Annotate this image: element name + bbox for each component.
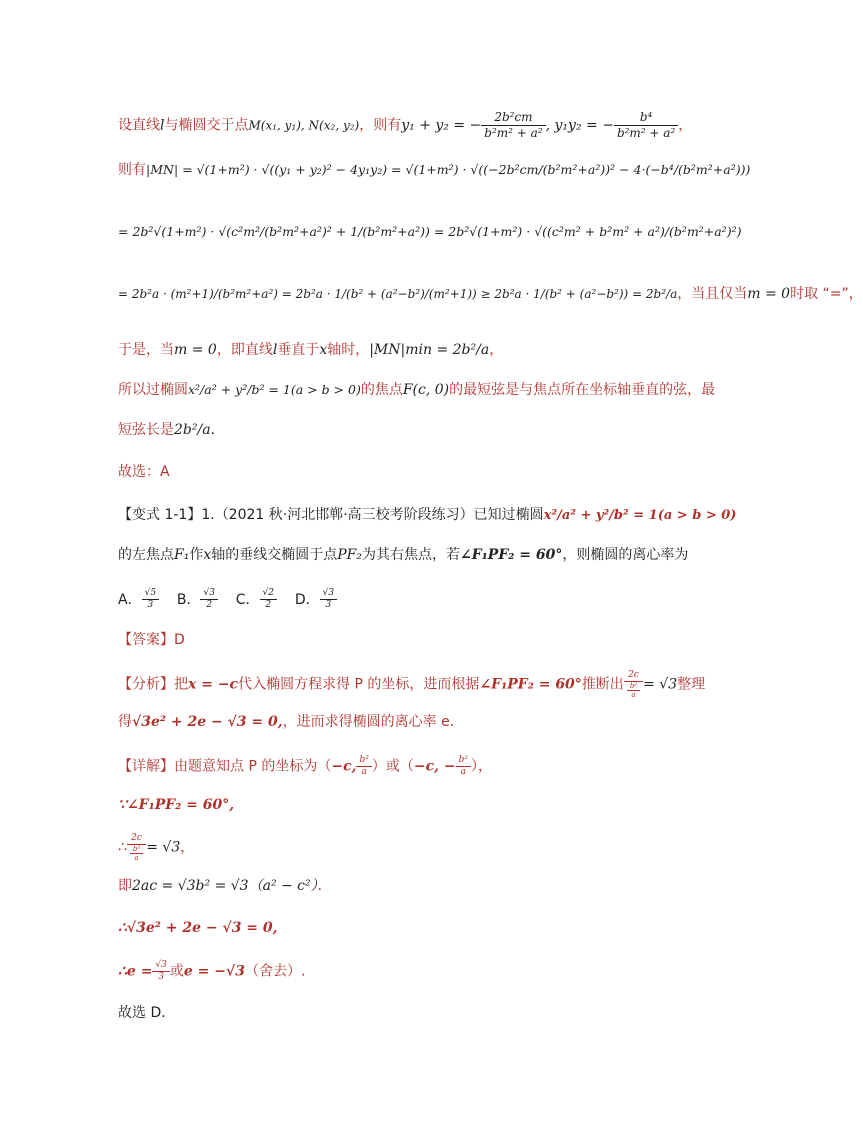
math-paren: （a² − c²） [248, 878, 318, 894]
text: ）， [470, 758, 492, 775]
math-coord: −c, − [413, 758, 456, 775]
math-eq: 2ac = √3b² = √3 [132, 878, 249, 894]
option-b: B． $\frac{√3}{2}$ [177, 592, 218, 608]
text: 则有 [118, 162, 146, 178]
text: 推断出 [581, 676, 624, 693]
math-coord: −c, [331, 758, 357, 775]
math-prod: , y₁y₂ = − [545, 117, 614, 134]
answer-value: D [174, 632, 185, 648]
math-result: |MN|min = 2b²/a [369, 342, 490, 358]
math-step: ∴e = [118, 963, 153, 980]
text: 得 [118, 714, 132, 730]
text: ）或（ [371, 758, 414, 775]
math-l: l [272, 342, 278, 358]
text: ，则有 [359, 117, 402, 134]
analysis-label: 【分析】 [118, 676, 174, 693]
text: 短弦长是 [118, 422, 174, 438]
text: 故选：A [118, 464, 170, 480]
math-ellipse: x²/a² + y²/b² = 1(a > b > 0) [188, 382, 361, 397]
detail-final [118, 1003, 175, 1023]
text: 的最短弦是与焦点所在坐标轴垂直的弦，最 [449, 382, 716, 398]
variant-body [118, 545, 688, 565]
text: 与椭圆交于点 [164, 117, 249, 134]
text: 代入椭圆方程求得 P 的坐标，进而根据 [238, 676, 480, 693]
math-f1: F₁ [174, 547, 190, 563]
analysis-line-2 [118, 712, 464, 732]
text: 的左焦点 [118, 547, 174, 563]
math-x-eq: x = −c [188, 676, 239, 693]
math-equation: √3e² + 2e − √3 = 0, [132, 714, 283, 730]
math-cond: m = 0 [174, 342, 217, 358]
text: 所以过椭圆 [118, 382, 188, 398]
text: ， [489, 342, 504, 358]
math-points: M(x₁, y₁), N(x₂, y₂) [248, 118, 360, 133]
option-c: C． $\frac{√2}{2}$ [236, 592, 277, 608]
line-intersection [118, 110, 692, 141]
compound-fraction: $\frac{2c}{\frac{\text{b²}}{a}}$ [127, 833, 146, 862]
fraction: $\frac{\text{b²}}{a}$ [356, 755, 371, 778]
variant-options [118, 588, 337, 611]
detail-step-1 [118, 795, 234, 815]
text: 或 [169, 963, 184, 980]
text: ，当且仅当 [677, 286, 748, 302]
text: 整理 [677, 676, 706, 693]
analysis-line-1 [118, 670, 705, 699]
detail-step-4 [118, 918, 278, 938]
text: （舍去）. [244, 963, 306, 980]
detail-step-5 [118, 960, 305, 983]
detail-line-1 [118, 755, 492, 778]
text: 作 [189, 547, 204, 563]
answer-label: 【答案】 [118, 632, 174, 648]
text: 于是，当 [118, 342, 174, 358]
variant-source: （2021 秋·河北邯郸·高三校考阶段练习）已知过椭圆 [214, 507, 544, 523]
math-value: 2b²/a. [174, 422, 215, 438]
fraction: $\frac{\text{2b²cm}}{\text{b²m² + a²}}$ [481, 110, 545, 141]
math-f2: F₂ [346, 547, 362, 563]
text: 时取 “=”， [790, 286, 863, 302]
choice-line [118, 462, 170, 482]
text: ∴ [118, 839, 127, 856]
math-eq: = √3 [146, 839, 181, 856]
fraction: $\frac{\text{b²}}{a}$ [456, 755, 471, 778]
line-simplify-1 [118, 222, 742, 242]
math-sum: y₁ + y₂ = − [401, 117, 482, 134]
line-shortest-chord [118, 420, 215, 440]
text: 故选 D． [118, 1005, 176, 1021]
option-d: D． $\frac{√3}{3}$ [295, 592, 337, 608]
math-mn: |MN| = √(1+m²) · √((y₁ + y₂)² − 4y₁y₂) = √(1+m²) · √((−2b²cm/(b²m²+a²))² − 4·(−b⁴/(b²m²+a²))) [146, 162, 751, 177]
text: 把 [174, 676, 188, 693]
option-a: A． $\frac{√5}{3}$ [118, 592, 159, 608]
fraction: $\frac{√3}{3}$ [152, 960, 169, 983]
math-l: l [160, 117, 165, 134]
text: ， [678, 117, 693, 134]
math-x: x [319, 342, 328, 358]
math-angle: ∠F₁PF₂ = 60° [479, 676, 582, 693]
text: 设直线 [118, 117, 160, 134]
detail-step-2 [118, 833, 194, 862]
text: 由题意知点 P 的坐标为（ [174, 758, 332, 775]
math-step: ∵∠F₁PF₂ = 60°, [118, 797, 235, 813]
math-p: P [337, 547, 347, 563]
text: 轴的垂线交椭圆于点 [211, 547, 338, 563]
compound-fraction: $\frac{2c}{\frac{\text{b²}}{a}}$ [624, 670, 643, 699]
text: 的焦点 [360, 382, 403, 398]
text: ，进而求得椭圆的离心率 e． [282, 714, 464, 730]
line-mn-length [118, 160, 750, 180]
line-when-m0 [118, 340, 503, 360]
text: 轴时， [327, 342, 370, 358]
text: ，则椭圆的离心率为 [562, 547, 689, 563]
math-expression: = 2b²a · (m²+1)/(b²m²+a²) = 2b²a · 1/(b² + (a²−b²)/(m²+1)) ≥ 2b²a · 1/(b² + (a²−b²)) = 2b²/a [118, 287, 678, 301]
math-expression: = 2b²√(1+m²) · √(c²m²/(b²m²+a²)² + 1/(b²m²+a²)) = 2b²√(1+m²) · √((c²m² + b²m² + a²)/(b²m²+a²)²) [118, 224, 742, 239]
line-conclusion [118, 380, 715, 400]
math-angle: ∠F₁PF₂ = 60° [459, 547, 563, 563]
detail-step-3 [118, 876, 332, 896]
text: 为其右焦点，若 [361, 547, 460, 563]
text: 垂直于 [277, 342, 320, 358]
math-eq: e = −√3 [183, 963, 245, 980]
text: ． [317, 878, 332, 894]
detail-label: 【详解】 [118, 758, 174, 775]
math-step: ∴√3e² + 2e − √3 = 0, [118, 920, 278, 936]
math-eq: = √3 [643, 676, 678, 693]
text: ， [180, 839, 195, 856]
line-simplify-2 [118, 284, 863, 304]
text: ，即直线 [216, 342, 273, 358]
text: 即 [118, 878, 132, 894]
answer-line [118, 630, 185, 650]
variant-header [118, 505, 736, 526]
math-cond: m = 0 [747, 286, 791, 302]
math-x: x [203, 547, 212, 563]
fraction: $\frac{\text{b⁴}}{\text{b²m² + a²}}$ [614, 110, 678, 141]
variant-tag: 【变式 1-1】1. [118, 507, 215, 523]
math-ellipse: x²/a² + y²/b² = 1(a > b > 0) [543, 508, 737, 523]
math-focus: F(c, 0) [402, 382, 450, 398]
